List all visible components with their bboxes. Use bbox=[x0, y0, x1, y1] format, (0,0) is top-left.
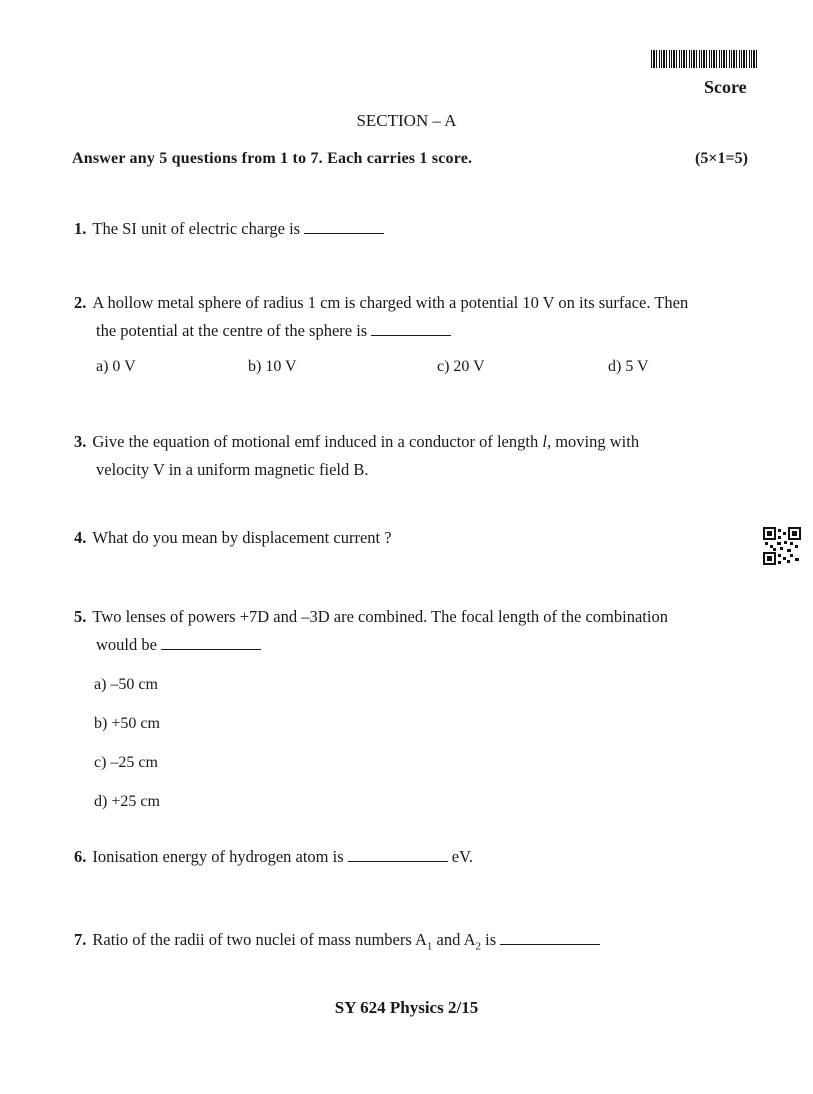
subscript-2: 2 bbox=[475, 940, 481, 953]
question-6 bbox=[74, 843, 754, 871]
question-3 bbox=[74, 428, 754, 484]
question-text-a: Ratio of the radii of two nuclei of mass numbers A bbox=[92, 930, 427, 949]
question-text: What do you mean by displacement current ? bbox=[92, 528, 392, 547]
option-d: d) +25 cm bbox=[94, 793, 160, 810]
question-text-line2: would be bbox=[96, 635, 157, 654]
question-text: The SI unit of electric charge is bbox=[92, 219, 301, 238]
question-number: 5. bbox=[74, 607, 87, 626]
score-label: Score bbox=[704, 77, 747, 97]
question-text-line2: the potential at the centre of the sphere is bbox=[96, 321, 368, 340]
subscript-1: 1 bbox=[426, 940, 433, 953]
section-title: SECTION – A bbox=[356, 111, 457, 130]
question-text-line1: Give the equation of motional emf induced in a conductor of length bbox=[92, 432, 543, 451]
answer-blank bbox=[500, 943, 600, 945]
question-number: 7. bbox=[74, 930, 87, 949]
question-1 bbox=[74, 215, 754, 243]
question-number: 1. bbox=[74, 219, 87, 238]
question-text-line2: velocity V in a uniform magnetic field B. bbox=[96, 460, 369, 479]
question-number: 6. bbox=[74, 847, 87, 866]
option-b: b) 10 V bbox=[248, 358, 297, 375]
unit-suffix: eV. bbox=[451, 847, 474, 866]
question-text-c: is bbox=[481, 930, 497, 949]
question-2 bbox=[74, 289, 754, 345]
question-text-line1: Two lenses of powers +7D and –3D are combined. The focal length of the combination bbox=[92, 607, 668, 626]
question-text-line1-end: , moving with bbox=[546, 432, 640, 451]
length-variable: l bbox=[542, 432, 547, 451]
page-footer: SY 624 Physics 2/15 bbox=[334, 998, 479, 1017]
answer-blank bbox=[371, 334, 451, 336]
barcode-icon bbox=[651, 50, 757, 68]
question-5 bbox=[74, 603, 754, 659]
question-number: 4. bbox=[74, 528, 87, 547]
question-text-b: and A bbox=[432, 930, 476, 949]
question-number: 3. bbox=[74, 432, 87, 451]
option-c: c) –25 cm bbox=[94, 754, 158, 771]
instructions-text: Answer any 5 questions from 1 to 7. Each carries 1 score. bbox=[72, 150, 473, 167]
answer-blank bbox=[161, 648, 261, 650]
option-c: c) 20 V bbox=[437, 358, 485, 375]
question-text: Ionisation energy of hydrogen atom is bbox=[92, 847, 344, 866]
option-a: a) 0 V bbox=[96, 358, 136, 375]
option-b: b) +50 cm bbox=[94, 715, 160, 732]
qr-code-icon bbox=[763, 527, 801, 565]
question-4 bbox=[74, 524, 754, 552]
question-7 bbox=[74, 926, 754, 960]
marks-allocation: (5×1=5) bbox=[695, 150, 748, 167]
question-text-line1: A hollow metal sphere of radius 1 cm is charged with a potential 10 V on its surface. Then bbox=[92, 293, 689, 312]
option-a: a) –50 cm bbox=[94, 676, 158, 693]
question-number: 2. bbox=[74, 293, 87, 312]
answer-blank bbox=[348, 860, 448, 862]
answer-blank bbox=[304, 232, 384, 234]
option-d: d) 5 V bbox=[608, 358, 649, 375]
